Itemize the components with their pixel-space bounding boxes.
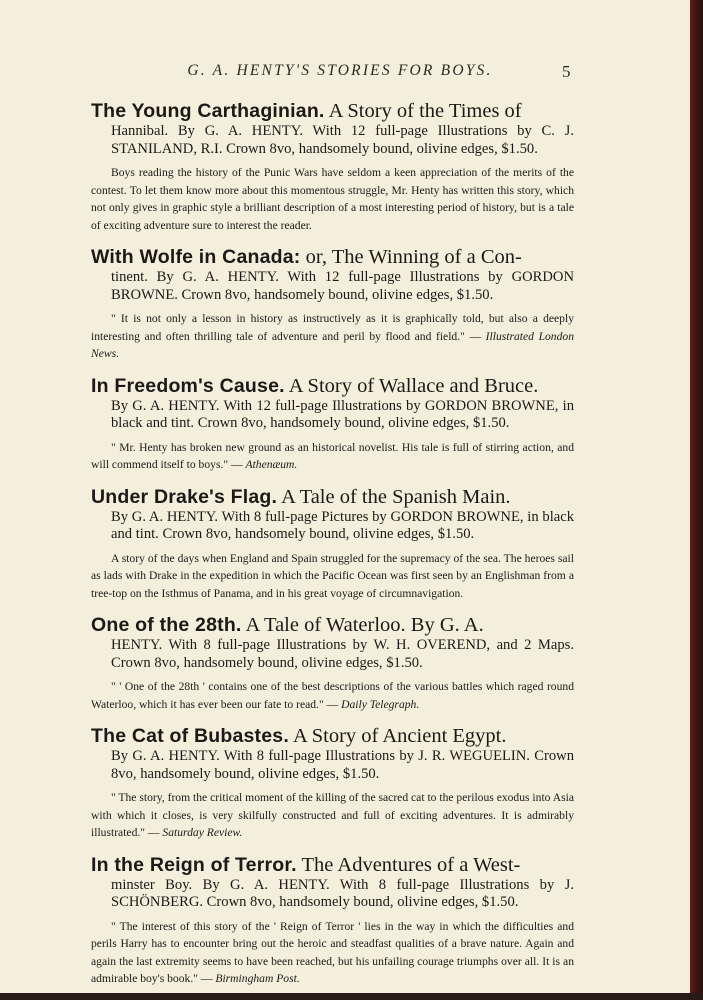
book-details: By G. A. HENTY. With 8 full-page Illustrations by J. R. WEGUELIN. Crown 8vo, handsomely bound, olivine edges, $1.50. — [111, 748, 574, 782]
book-review — [91, 789, 574, 842]
book-subtitle: A Story of Ancient Egypt. — [292, 725, 507, 747]
book-title: Under Drake's Flag. — [91, 485, 278, 508]
book-cover-edge — [690, 0, 703, 1000]
review-text: " The story, from the critical moment of the killing of the sacred cat to the perilous exodus into Asia with which it closes, is very skilfully constructed and full of exciting adventures. It is admirably illustrated." — — [91, 791, 574, 839]
book-entry — [91, 613, 574, 713]
book-title: In Freedom's Cause. — [91, 374, 285, 397]
book-subtitle: or, The Winning of a Con- — [305, 246, 522, 268]
book-subtitle: A Story of Wallace and Bruce. — [288, 374, 539, 397]
review-text: A story of the days when England and Spain struggled for the supremacy of the sea. The heroes sail as lads with Drake in the expedition in which the Pacific Ocean was first seen by an Englishman from a tree-top on the Isthmus of Panama, and in his great voyage of circumnavigation. — [91, 551, 574, 600]
entry-heading — [91, 613, 574, 637]
review-text: Boys reading the history of the Punic Wars have seldom a keen appreciation of the merits of the contest. To let them know more about this momentous struggle, Mr. Henty has written this story, which not only gives in graphic style a brilliant description of a most interesting period of history, but is a tale of exciting adventure sure to interest the reader. — [91, 166, 574, 232]
book-title: The Cat of Bubastes. — [91, 725, 289, 747]
entry-heading — [91, 99, 574, 123]
book-details: HENTY. With 8 full-page Illustrations by W. H. OVEREND, and 2 Maps. Crown 8vo, handsomely bound, olivine edges, $1.50. — [111, 637, 574, 671]
book-review — [91, 439, 574, 474]
book-details: tinent. By G. A. HENTY. With 12 full-page Illustrations by GORDON BROWNE. Crown 8vo, handsomely bound, olivine edges, $1.50. — [111, 269, 574, 303]
book-subtitle: The Adventures of a West- — [301, 853, 521, 876]
entry-heading — [91, 724, 574, 748]
book-entry — [91, 245, 574, 363]
book-details: Hannibal. By G. A. HENTY. With 12 full-page Illustrations by C. J. STANILAND, R.I. Crown 8vo, handsomely bound, olivine edges, $1.50. — [111, 123, 574, 157]
review-text: " ' One of the 28th ' contains one of the best descriptions of the various battles which raged round Waterloo, which it has ever been our fate to read." — — [91, 680, 574, 711]
review-source: Daily Telegraph. — [341, 697, 420, 711]
book-subtitle: A Tale of the Spanish Main. — [281, 485, 511, 508]
entry-heading — [91, 485, 574, 509]
book-entry — [91, 374, 574, 474]
book-review — [91, 310, 574, 363]
book-review — [91, 678, 574, 713]
review-source: Saturday Review. — [162, 826, 243, 839]
review-text: " It is not only a lesson in history as instructively as it is graphically told, but also a deeply interesting and often thrilling tale of adventure and peril by flood and field." — — [91, 312, 574, 343]
book-details: By G. A. HENTY. With 12 full-page Illustrations by GORDON BROWNE, in black and tint. Crown 8vo, handsomely bound, olivine edges, $1.50. — [111, 397, 574, 431]
review-source: Illustrated London News. — [91, 329, 574, 360]
book-title: The Young Carthaginian. — [91, 100, 325, 122]
book-subtitle: A Story of the Times of — [328, 100, 522, 122]
review-text: " Mr. Henty has broken new ground as an historical novelist. His tale is full of stirring action, and will commend itself to boys." — — [91, 440, 574, 471]
book-title: In the Reign of Terror. — [91, 853, 297, 876]
book-review — [91, 918, 574, 988]
book-title: With Wolfe in Canada: — [91, 246, 301, 268]
running-head: G. A. HENTY'S STORIES FOR BOYS. — [187, 62, 493, 79]
entry-heading — [91, 853, 574, 877]
book-entry — [91, 99, 574, 234]
review-source: Birmingham Post. — [215, 972, 300, 985]
book-bottom-edge — [0, 993, 703, 1000]
book-list — [91, 99, 574, 993]
book-entry — [91, 485, 574, 603]
book-review — [91, 550, 574, 603]
review-source: Athenæum. — [245, 458, 298, 471]
book-details: By G. A. HENTY. With 8 full-page Pictures by GORDON BROWNE, in black and tint. Crown 8vo, handsomely bound, olivine edges, $1.50. — [111, 508, 574, 542]
page-header — [0, 62, 690, 86]
book-entry — [91, 724, 574, 842]
book-subtitle: A Tale of Waterloo. By G. A. — [245, 614, 484, 636]
review-text: " The interest of this story of the ' Reign of Terror ' lies in the way in which the difficulties and perils Harry has to encounter bring out the heroic and steadfast qualities of a brave nature. Again and again the last extremity seems to have been reached, but his unfailing courage triumphs over all. It is an admirable boy's book." — — [91, 919, 574, 985]
book-review — [91, 164, 574, 234]
book-entry — [91, 853, 574, 988]
book-details: minster Boy. By G. A. HENTY. With 8 full-page Illustrations by J. SCHÖNBERG. Crown 8vo, handsomely bound, olivine edges, $1.50. — [111, 876, 574, 910]
book-title: One of the 28th. — [91, 614, 242, 636]
entry-heading — [91, 245, 574, 269]
page-number: 5 — [562, 62, 571, 81]
entry-heading — [91, 374, 574, 398]
